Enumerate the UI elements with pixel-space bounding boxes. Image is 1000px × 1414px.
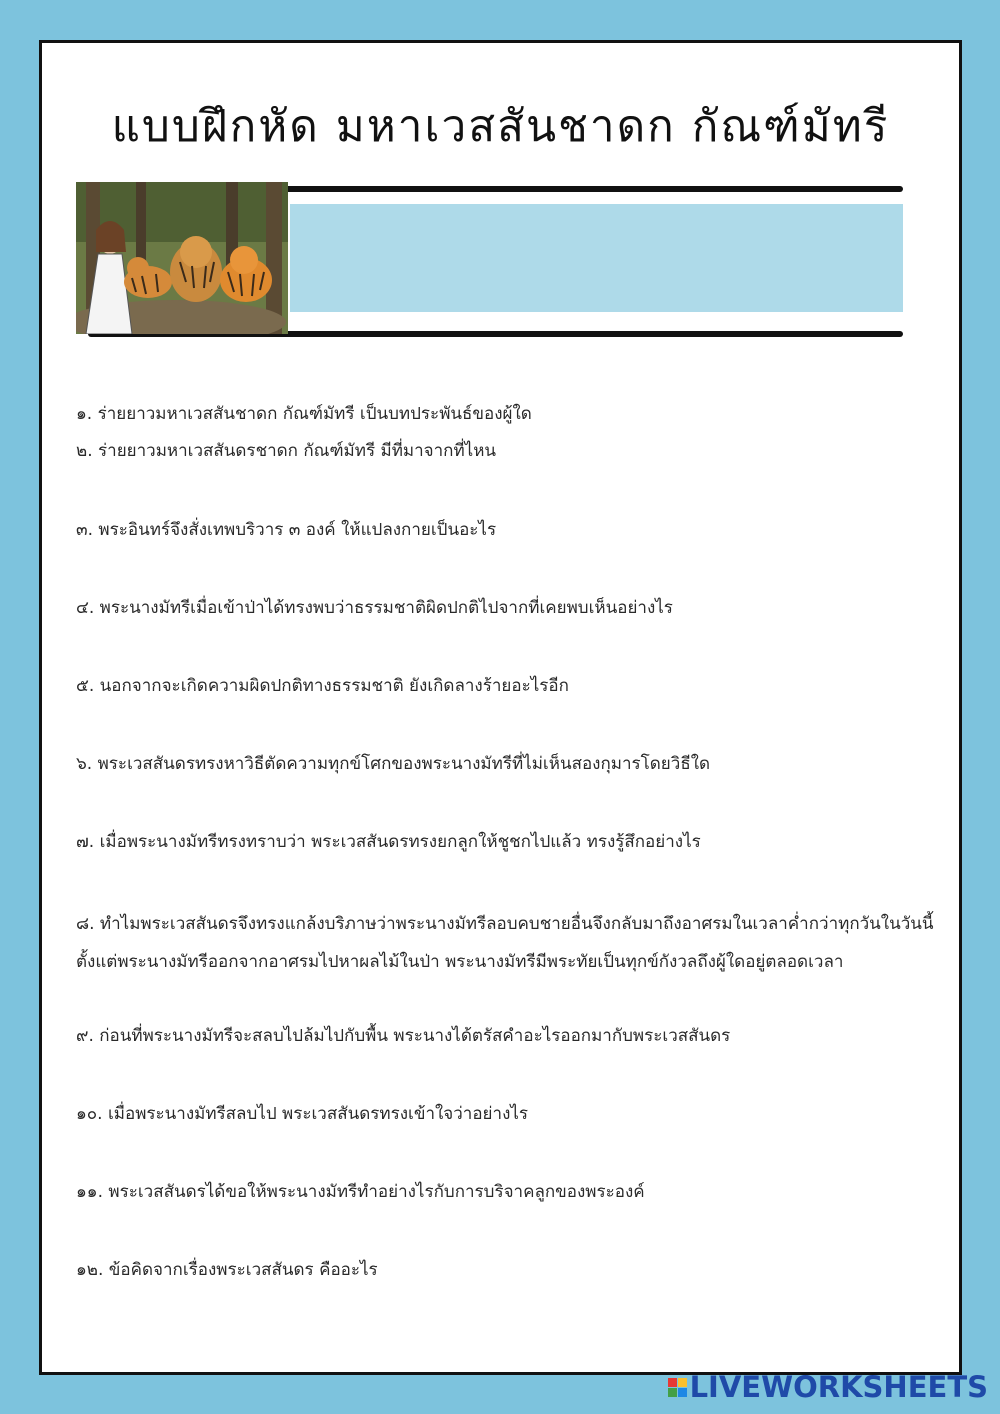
- worksheet-page: [39, 40, 962, 1375]
- question-4: ๔. พระนางมัทรีเมื่อเข้าป่าได้ทรงพบว่าธรรมชาติผิดปกติไปจากที่เคยพบเห็นอย่างไร: [76, 598, 673, 618]
- question-5: ๕. นอกจากจะเกิดความผิดปกติทางธรรมชาติ ยังเกิดลางร้ายอะไรอีก: [76, 676, 569, 696]
- question-7: ๗. เมื่อพระนางมัทรีทรงทราบว่า พระเวสสันดรทรงยกลูกให้ชูชกไปแล้ว ทรงรู้สึกอย่างไร: [76, 832, 701, 852]
- forest-tigers-illustration: [76, 182, 288, 334]
- question-10: ๑๐. เมื่อพระนางมัทรีสลบไป พระเวสสันดรทรงเข้าใจว่าอย่างไร: [76, 1104, 529, 1124]
- worksheet-title: แบบฝึกหัด มหาเวสสันชาดก กัณฑ์มัทรี: [111, 101, 890, 152]
- logo-text: LIVEWORKSHEETS: [689, 1370, 988, 1404]
- liveworksheets-logo: [668, 1370, 988, 1404]
- illustration-svg: [76, 182, 288, 334]
- question-11: ๑๑. พระเวสสันดรได้ขอให้พระนางมัทรีทำอย่างไรกับการบริจาคลูกของพระองค์: [76, 1182, 645, 1202]
- banner-answer-box: [290, 204, 903, 312]
- question-6: ๖. พระเวสสันดรทรงหาวิธีตัดความทุกข์โศกของพระนางมัทรีที่ไม่เห็นสองกุมารโดยวิธีใด: [76, 754, 711, 774]
- question-2: ๒. ร่ายยาวมหาเวสสันดรชาดก กัณฑ์มัทรี มีที่มาจากที่ไหน: [76, 441, 497, 461]
- question-1: ๑. ร่ายยาวมหาเวสสันชาดก กัณฑ์มัทรี เป็นบทประพันธ์ของผู้ใด: [76, 404, 532, 424]
- question-12: ๑๒. ข้อคิดจากเรื่องพระเวสสันดร คืออะไร: [76, 1260, 378, 1280]
- question-3: ๓. พระอินทร์จึงสั่งเทพบริวาร ๓ องค์ ให้แปลงกายเป็นอะไร: [76, 520, 497, 540]
- question-8: ๘. ทำไมพระเวสสันดรจึงทรงแกล้งบริภาษว่าพระนางมัทรีลอบคบชายอื่นจึงกลับมาถึงอาศรมในเวลาค่ำกว่าทุกวันในวันนี้ตั้งแต่พระนางมัทรีออกจากอาศรมไปหาผลไม้ในป่า พระนางมัทรีมีพระทัยเป็นทุกข์กังวลถึงผู้ใดอยู่ตลอดเวลา: [76, 914, 934, 972]
- question-9: ๙. ก่อนที่พระนางมัทรีจะสลบไปล้มไปกับพื้น พระนางได้ตรัสคำอะไรออกมากับพระเวสสันดร: [76, 1026, 731, 1046]
- liveworksheets-mark-icon: [668, 1378, 687, 1397]
